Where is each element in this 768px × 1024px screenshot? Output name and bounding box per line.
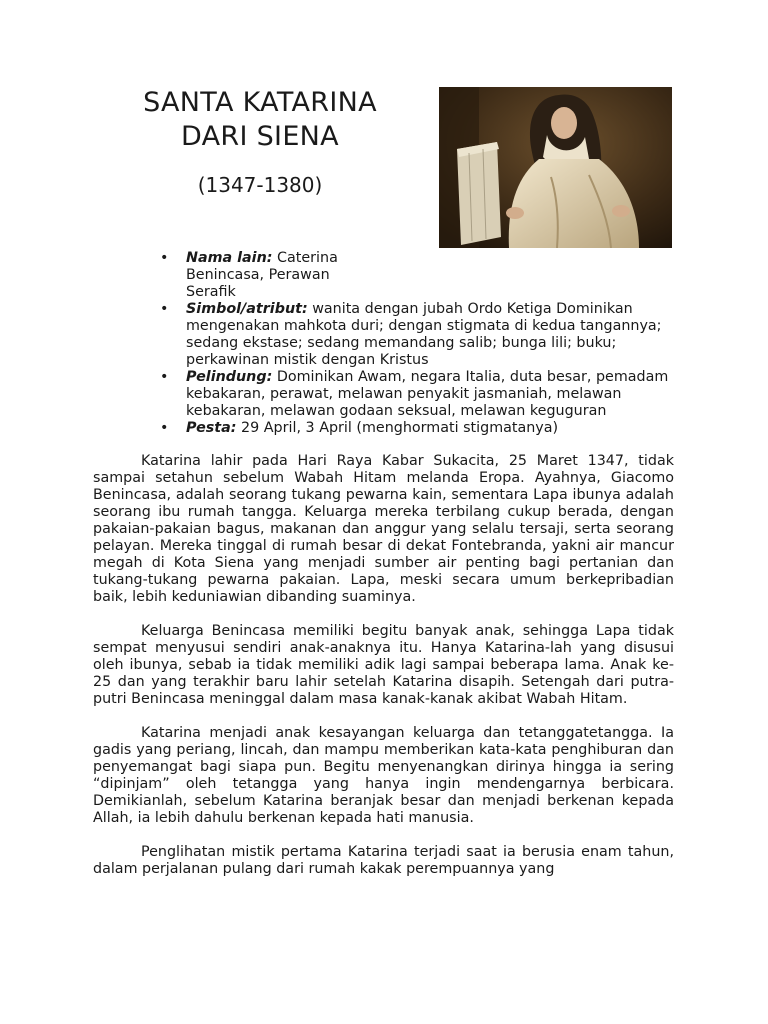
paragraph: Katarina lahir pada Hari Raya Kabar Sukacita, 25 Maret 1347, tidak sampai setahun sebelum Wabah Hitam melanda Eropa. Ayahnya, Giacomo Benincasa, adalah seorang tukang pewarna kain, sementara Lapa ibunya adalah seorang ibu rumah tangga. Keluarga mereka terbilang cukup berada, dengan pakaian-pakaian bagus, makanan dan anggur yang selalu tersaji, serta seorang pelayan. Mereka tinggal di rumah besar di dekat Fontebranda, yakni air mancur megah di Kota Siena yang menjadi sumber air penting bagi pertanian dan tukang-tukang pewarna pakaian. Lapa, meski secara umum berkepribadian baik, lebih keduniawian dibanding suaminya. <box>93 453 674 605</box>
fact-label: Pelindung: <box>186 369 273 385</box>
bullet-icon: • <box>160 301 169 317</box>
paragraph: Katarina menjadi anak kesayangan keluarga dan tetanggatetangga. Ia gadis yang periang, lincah, dan mampu memberikan kata-kata penghiburan dan penyemangat bagi siapa pun. Begitu menyenangkan dirinya hingga ia sering “dipinjam” oleh tetangga yang hanya ingin mendengarnya berbicara. Demikianlah, sebelum Katarina beranjak besar dan menjadi berkenan kepada Allah, ia lebih dahulu berkenan kepada hati manusia. <box>93 725 674 826</box>
saint-portrait-image <box>439 87 672 248</box>
title-line-2: DARI SIENA <box>181 121 339 152</box>
fact-label: Pesta: <box>186 420 237 436</box>
paragraph: Keluarga Benincasa memiliki begitu banyak anak, sehingga Lapa tidak sempat menyusui sendiri anak-anaknya itu. Hanya Katarina-lah yang disusui oleh ibunya, sebab ia tidak memiliki adik lagi sampai beberapa lama. Anak ke-25 dan yang terakhir baru lahir setelah Katarina disapih. Setengah dari putra-putri Benincasa meninggal dalam masa kanak-kanak akibat Wabah Hitam. <box>93 623 674 707</box>
fact-text: Caterina Benincasa, Perawan Serafik <box>186 250 338 300</box>
life-dates: (1347-1380) <box>197 173 323 197</box>
bullet-icon: • <box>160 250 169 266</box>
fact-item-other-names <box>160 250 382 301</box>
fact-label: Nama lain: <box>186 250 273 266</box>
fact-text: 29 April, 3 April (menghormati stigmatanya) <box>236 420 559 436</box>
portrait-painting <box>439 87 672 248</box>
title-line-1: SANTA KATARINA <box>143 87 377 118</box>
page-title <box>100 86 420 154</box>
fact-item-patronage <box>160 369 680 420</box>
bullet-icon: • <box>160 420 169 436</box>
paragraph: Penglihatan mistik pertama Katarina terjadi saat ia berusia enam tahun, dalam perjalanan pulang dari rumah kakak perempuannya yang <box>93 844 674 877</box>
fact-text: wanita dengan jubah Ordo Ketiga Dominikan mengenakan mahkota duri; dengan stigmata di kedua tangannya; sedang ekstase; sedang memandang salib; bunga lili; buku; perkawinan mistik dengan Kristus <box>186 301 662 368</box>
fact-item-symbols <box>160 301 680 369</box>
fact-text: Dominikan Awam, negara Italia, duta besar, pemadam kebakaran, perawat, melawan penyakit jasmaniah, melawan kebakaran, melawan godaan seksual, melawan keguguran <box>186 369 669 419</box>
bullet-icon: • <box>160 369 169 385</box>
fact-label: Simbol/atribut: <box>186 301 308 317</box>
fact-item-feast <box>160 420 680 437</box>
biography-text <box>93 453 674 895</box>
saint-facts-list <box>160 250 680 437</box>
